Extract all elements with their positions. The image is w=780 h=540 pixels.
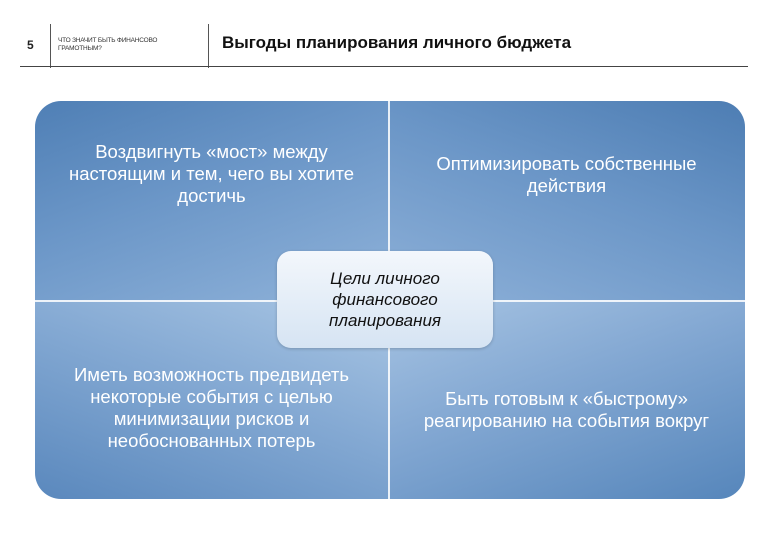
slide-title: Выгоды планирования личного бюджета	[222, 33, 572, 52]
slide-header	[0, 0, 780, 70]
header-divider-left	[50, 24, 51, 68]
quadrant-top-left-text: Воздвигнуть «мост» между настоящим и тем, чего вы хотите достичь	[68, 141, 354, 206]
center-goal-box	[277, 251, 493, 348]
center-goal-text: Цели личного финансового планирования	[329, 269, 441, 330]
header-divider-right	[208, 24, 209, 68]
header-rule	[20, 66, 748, 67]
quadrant-top-right-text: Оптимизировать собственные действия	[436, 153, 697, 196]
quadrant-bottom-left-text: Иметь возможность предвидеть некоторые события с целью минимизации рисков и необоснованных потерь	[73, 364, 350, 451]
slide-number: 5	[27, 38, 34, 52]
quadrant-bottom-right-text: Быть готовым к «быстрому» реагированию на события вокруг	[423, 388, 710, 431]
section-label: ЧТО ЗНАЧИТ БЫТЬ ФИНАНСОВО ГРАМОТНЫМ?	[58, 37, 158, 52]
